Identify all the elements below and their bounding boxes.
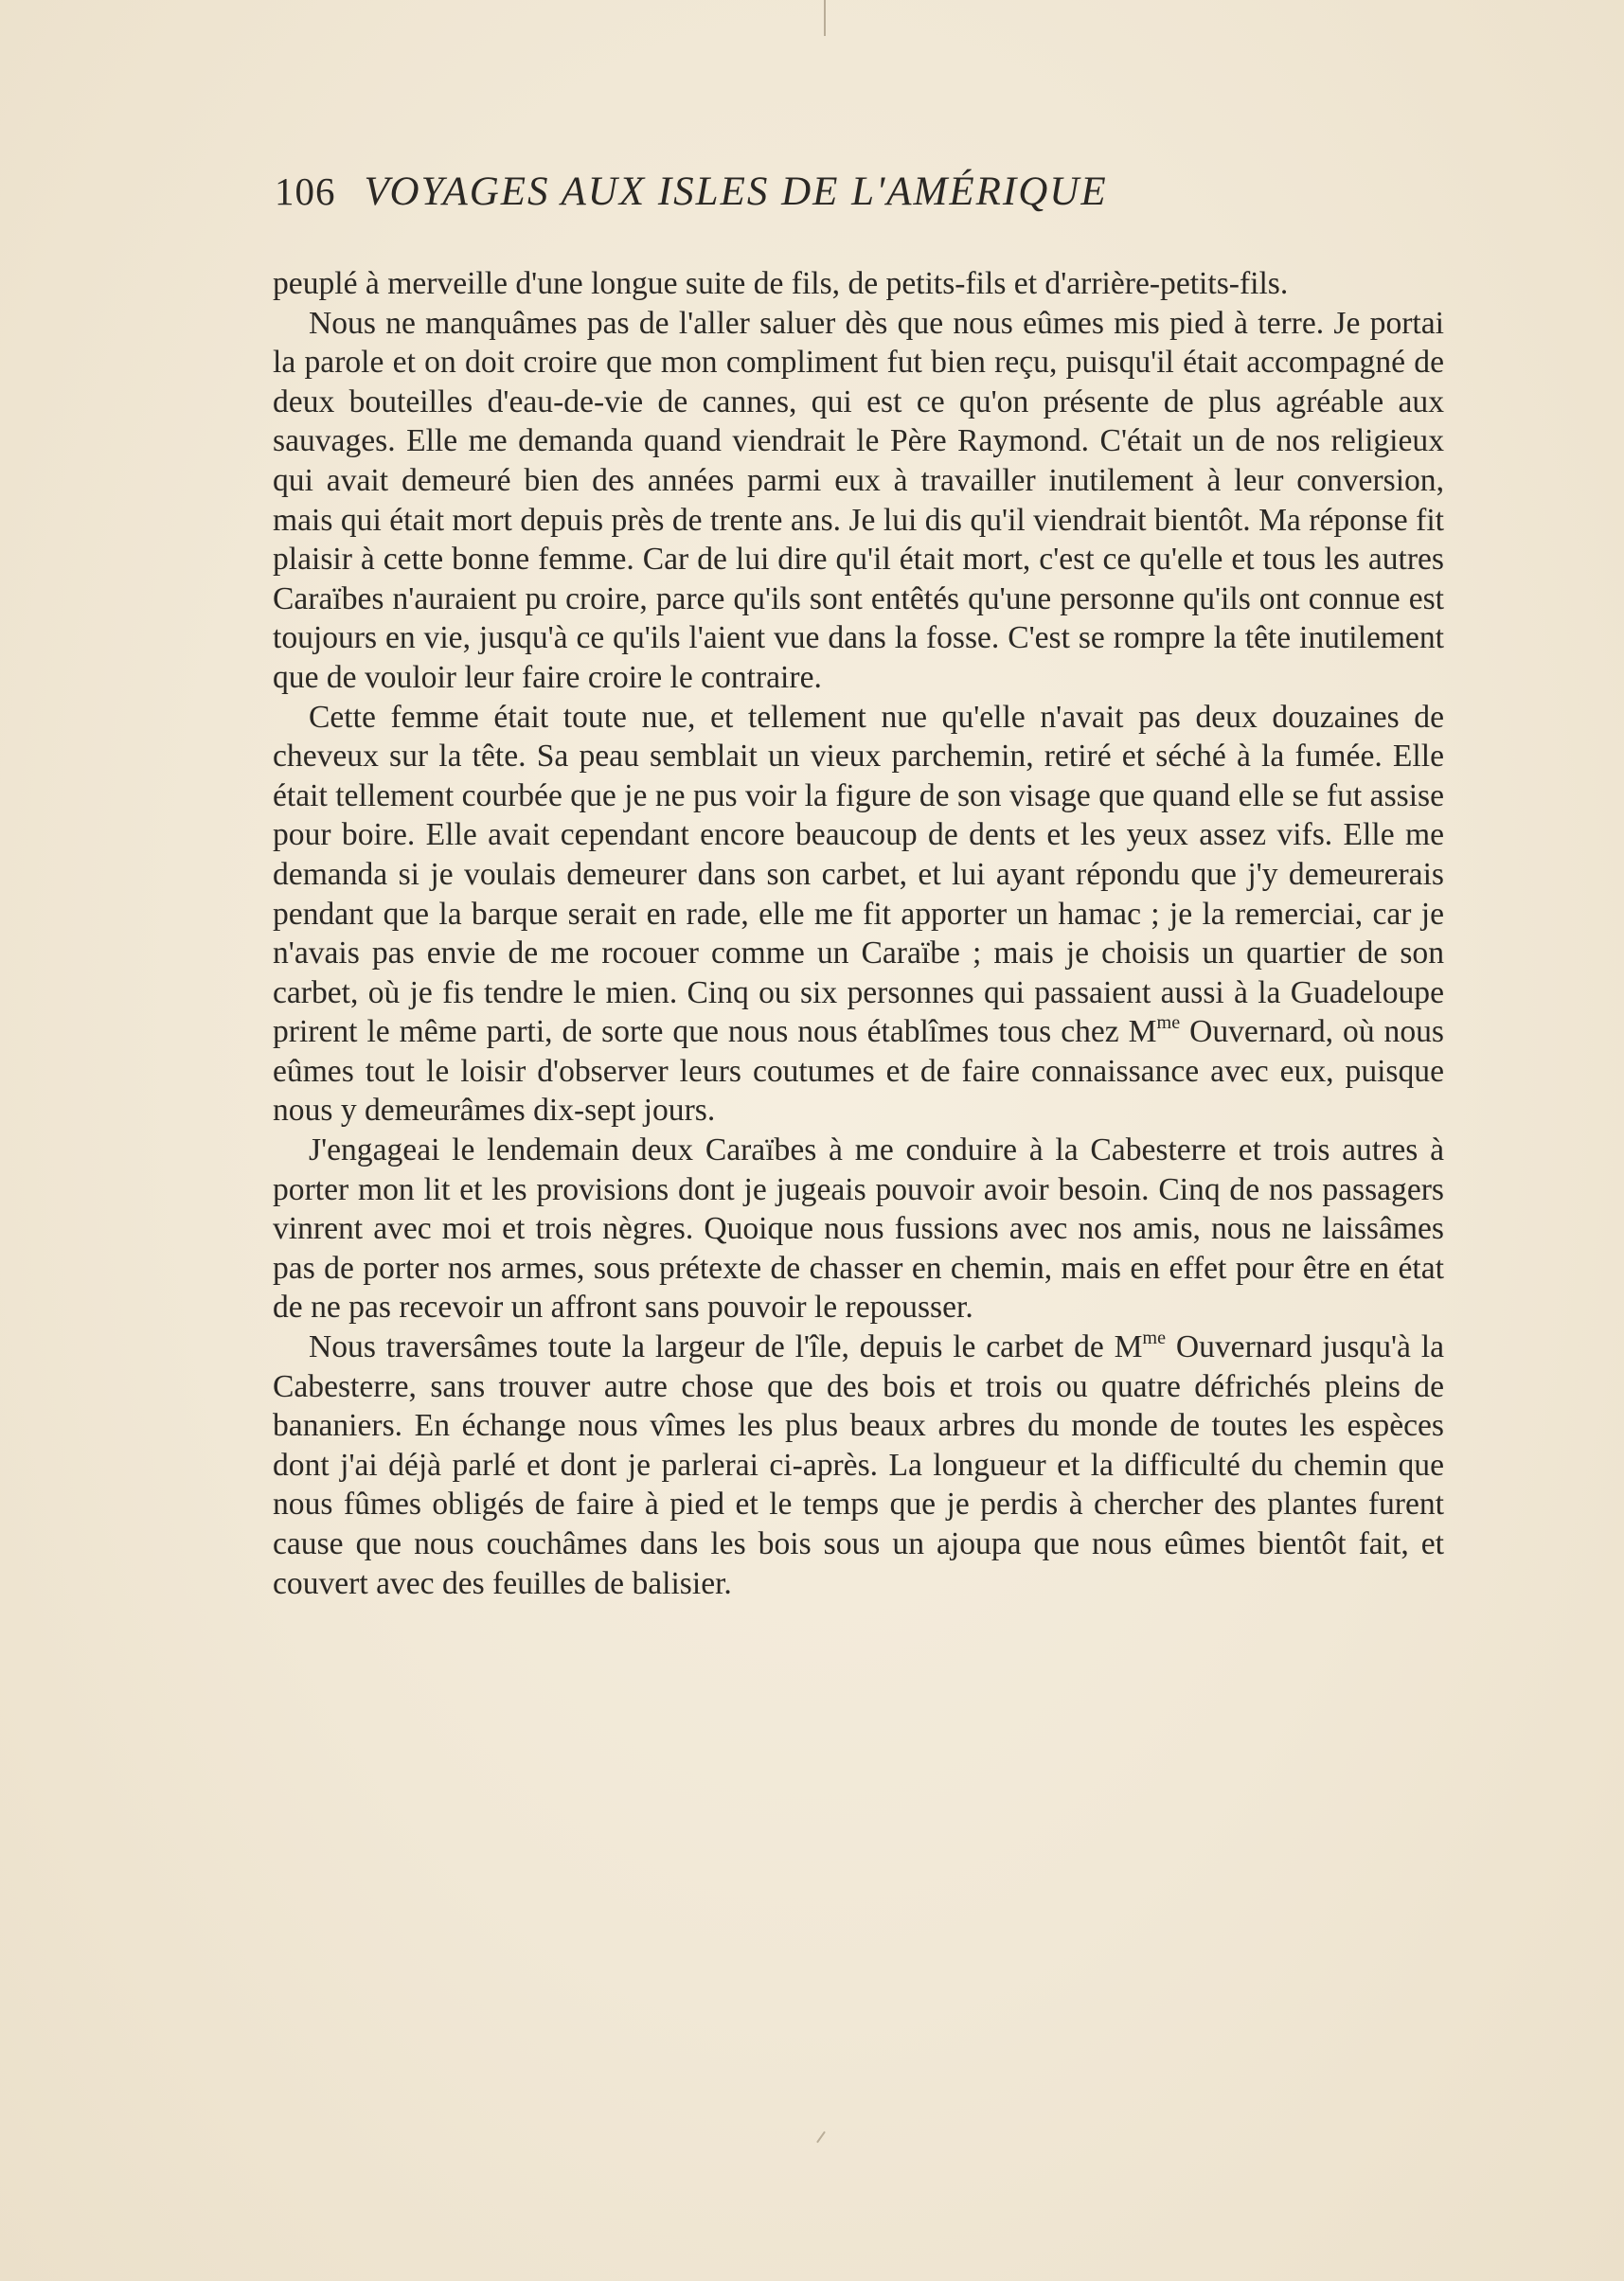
paragraph-3-text-cont: Ouvernard, où nous eûmes tout le loisir d'observer leurs coutumes et de faire connaissance avec eux, puisque nous y demeurâmes dix-sept jours. <box>273 1014 1444 1129</box>
paper-mark <box>824 0 826 36</box>
paragraph-4: J'engageai le lendemain deux Caraïbes à me conduire à la Cabesterre et trois autres à porter mon lit et les provisions dont je jugeais pouvoir avoir besoin. Cinq de nos passagers vinrent avec moi et trois nègres. Quoique nous fussions avec nos amis, nous ne laissâmes pas de porter nos armes, sous prétexte de chasser en chemin, mais en effet pour être en état de ne pas recevoir un affront sans pouvoir le repousser. <box>273 1132 1444 1326</box>
paragraph-5 <box>273 1328 1444 1603</box>
paragraph-5-text-cont: Ouvernard jusqu'à la Cabesterre, sans trouver autre chose que des bois et trois ou quatre défrichés pleins de bananiers. En échange nous vîmes les plus beaux arbres du monde de toutes les espèces dont j'ai déjà parlé et dont je parlerai ci-après. La longueur et la difficulté du chemin que nous fûmes obligés de faire à pied et le temps que je perdis à chercher des plantes furent cause que nous couchâmes dans les bois sous un ajoupa que nous eûmes bientôt fait, et couvert avec des feuilles de balisier. <box>273 1329 1444 1601</box>
page-number: 106 <box>275 169 336 213</box>
page-header <box>275 169 1411 225</box>
superscript: me <box>1142 1327 1167 1348</box>
superscript: me <box>1156 1012 1181 1034</box>
paragraph-2: Nous ne manquâmes pas de l'aller saluer dès que nous eûmes mis pied à terre. Je portai la parole et on doit croire que mon compliment fut bien reçu, puisqu'il était accompagné de deux bouteilles d'eau-de-vie de cannes, qui est ce qu'on présente de plus agréable aux sauvages. Elle me demanda quand viendrait le Père Raymond. C'était un de nos religieux qui avait demeuré bien des années parmi eux à travailler inutilement à leur conversion, mais qui était mort depuis près de trente ans. Je lui dis qu'il viendrait bientôt. Ma réponse fit plaisir à cette bonne femme. Car de lui dire qu'il était mort, c'est ce qu'elle et tous les autres Caraïbes n'auraient pu croire, parce qu'ils sont entêtés qu'une personne qu'ils ont connue est toujours en vie, jusqu'à ce qu'ils l'aient vue dans la fosse. C'est se rompre la tête inutilement que de vouloir leur faire croire le contraire. <box>273 305 1444 695</box>
running-title: VOYAGES AUX ISLES DE L'AMÉRIQUE <box>364 169 1108 214</box>
paragraph-1: peuplé à merveille d'une longue suite de fils, de petits-fils et d'arrière-petits-fils. <box>273 266 1289 301</box>
paragraph-3 <box>273 698 1444 1132</box>
paragraph-5-text: Nous traversâmes toute la largeur de l'île, depuis le carbet de M <box>309 1329 1143 1365</box>
body-text <box>273 264 1444 1603</box>
paper-mark <box>816 2131 826 2144</box>
paragraph-3-text: Cette femme était toute nue, et tellement nue qu'elle n'avait pas deux douzaines de cheveux sur la tête. Sa peau semblait un vieux parchemin, retiré et séché à la fumée. Elle était tellement courbée que je ne pus voir la figure de son visage que quand elle se fut assise pour boire. Elle avait cependant encore beaucoup de dents et les yeux assez vifs. Elle me demanda si je voulais demeurer dans son carbet, et lui ayant répondu que j'y demeurerais pendant que la barque serait en rade, elle me fit apporter un hamac ; je la remerciai, car je n'avais pas envie de me rocouer comme un Caraïbe ; mais je choisis un quartier de son carbet, où je fis tendre le mien. Cinq ou six personnes qui passaient aussi à la Guadeloupe prirent le même parti, de sorte que nous nous établîmes tous chez M <box>273 699 1444 1050</box>
